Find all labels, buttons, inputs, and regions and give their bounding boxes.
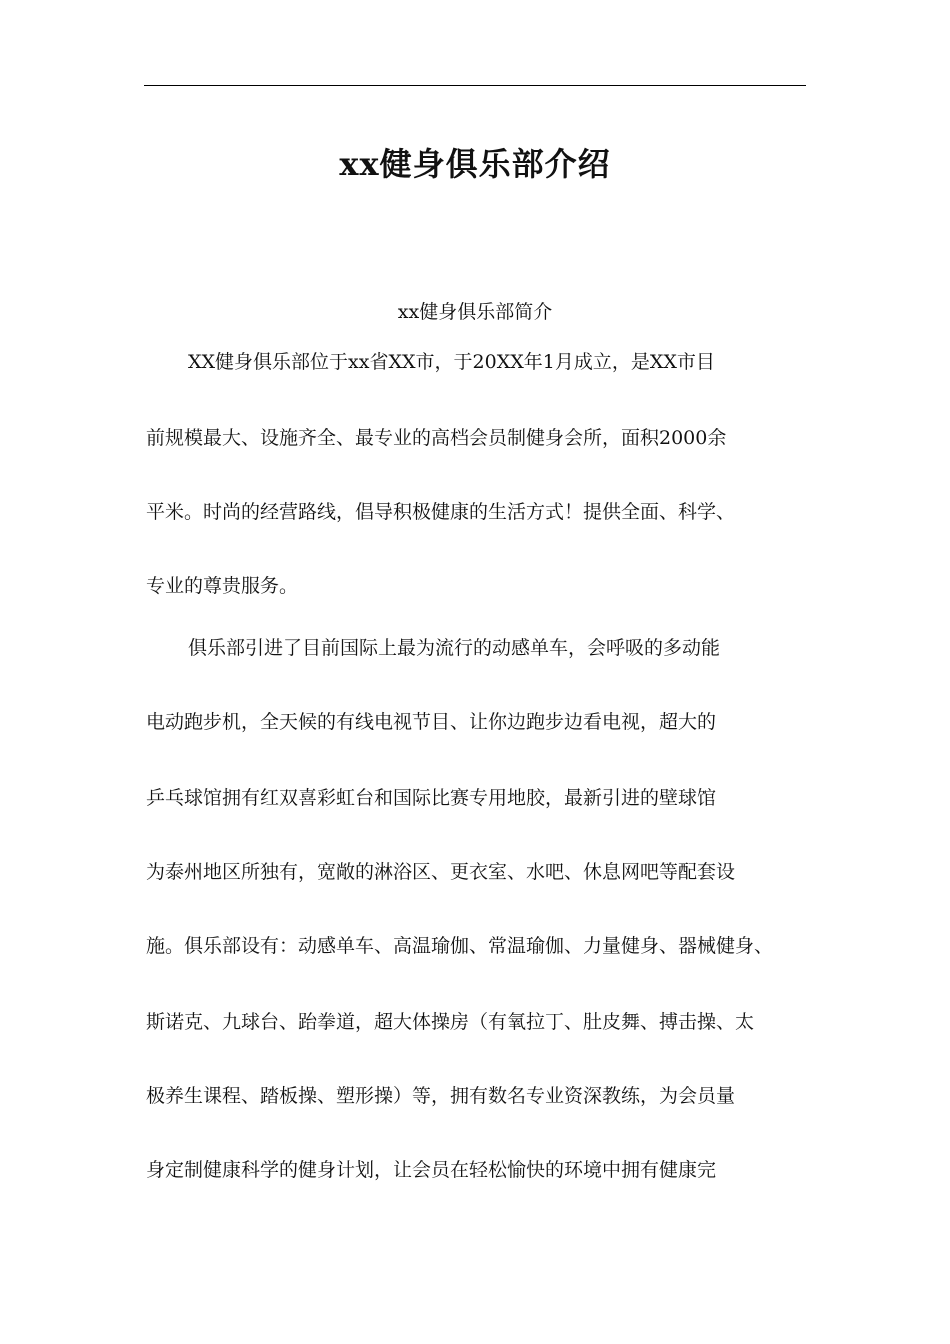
paragraph-2-line-4: 为泰州地区所独有，宽敞的淋浴区、更衣室、水吧、休息网吧等配套设 [146,861,736,883]
paragraph-1-line-2: 前规模最大、设施齐全、最专业的高档会员制健身会所，面积2000余 [146,427,727,449]
paragraph-2-line-2: 电动跑步机，全天候的有线电视节目、让你边跑步边看电视，超大的 [146,711,717,733]
paragraph-1-line-4: 专业的尊贵服务。 [146,575,299,597]
paragraph-1-line-3: 平米。时尚的经营路线，倡导积极健康的生活方式！提供全面、科学、 [146,501,736,523]
paragraph-2-line-6: 斯诺克、九球台、跆拳道，超大体操房（有氧拉丁、肚皮舞、搏击操、太 [146,1011,755,1033]
paragraph-2-line-5: 施。俱乐部设有：动感单车、高温瑜伽、常温瑜伽、力量健身、器械健身、 [146,935,774,957]
header-rule [144,85,806,86]
paragraph-2-line-7: 极养生课程、踏板操、塑形操）等，拥有数名专业资深教练，为会员量 [146,1085,736,1107]
paragraph-2-line-8: 身定制健康科学的健身计划，让会员在轻松愉快的环境中拥有健康完 [146,1159,717,1181]
paragraph-1-line-1: XX健身俱乐部位于xx省XX市，于20XX年1月成立，是XX市目 [188,351,715,373]
section-heading: xx健身俱乐部简介 [397,301,553,323]
paragraph-2-line-3: 乒乓球馆拥有红双喜彩虹台和国际比赛专用地胶，最新引进的壁球馆 [146,787,717,809]
document-title: xx健身俱乐部介绍 [339,145,611,183]
paragraph-2-line-1: 俱乐部引进了目前国际上最为流行的动感单车，会呼吸的多动能 [188,637,721,659]
